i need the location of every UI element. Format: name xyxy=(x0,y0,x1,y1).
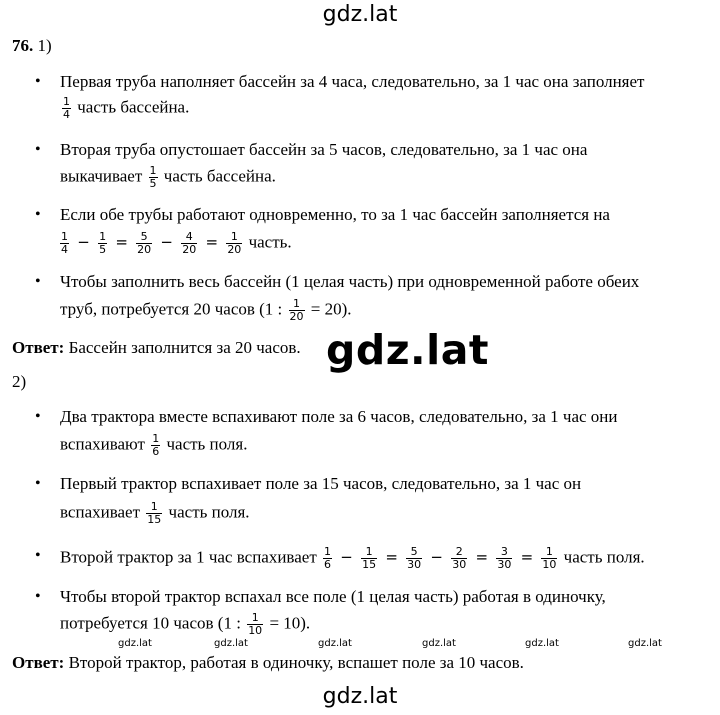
bullet-dot: • xyxy=(35,273,41,290)
text: часть поля. xyxy=(563,547,645,567)
text: Второй трактор за 1 час вспахивает xyxy=(60,547,317,567)
fraction: $\frac{1}{6}$ xyxy=(152,432,160,458)
fraction: $\frac{4}{20}$ xyxy=(182,230,197,256)
task-heading xyxy=(12,36,52,56)
fraction: $\frac{1}{4}$ xyxy=(63,95,70,121)
text: = 10). xyxy=(269,613,311,633)
p2-b2-line1: Первый трактор вспахивает поле за 15 часов, следовательно, за 1 час он xyxy=(60,474,582,493)
operator: − xyxy=(77,233,90,252)
answer-text: Второй трактор, работая в одиночку, вспашет поле за 10 часов. xyxy=(68,653,524,672)
answer-label: Ответ: xyxy=(12,338,65,357)
fraction: $\frac{1}{10}$ xyxy=(248,611,263,637)
answer-1 xyxy=(12,338,301,358)
p1-b4-line1: Чтобы заполнить весь бассейн (1 целая часть) при одновременной работе обеих xyxy=(60,272,640,291)
fraction: $\frac{1}{15}$ xyxy=(362,545,377,571)
operator: = xyxy=(385,548,398,567)
task-number: 76. xyxy=(12,36,34,55)
fraction: $\frac{2}{30}$ xyxy=(452,545,467,571)
watermark-center: gdz.lat xyxy=(326,326,489,374)
p1-b3-line1: Если обе трубы работают одновременно, то за 1 час бассейн заполняется на xyxy=(60,205,610,224)
fraction: $\frac{5}{30}$ xyxy=(407,545,422,571)
bullet-dot: • xyxy=(35,408,41,425)
watermark-small: gdz.lat xyxy=(118,638,152,649)
bullet-dot: • xyxy=(35,547,41,564)
watermark-small: gdz.lat xyxy=(214,638,248,649)
part2-label: 2) xyxy=(12,372,27,391)
bullet-dot: • xyxy=(35,588,41,605)
bullet-dot: • xyxy=(35,141,41,158)
watermark-small: gdz.lat xyxy=(628,638,662,649)
p2-b3-line xyxy=(60,546,645,571)
text: часть бассейна. xyxy=(77,97,190,117)
watermark-small: gdz.lat xyxy=(318,638,352,649)
p2-b1-line2 xyxy=(60,433,247,458)
operator: − xyxy=(430,548,443,567)
text: часть. xyxy=(248,232,292,252)
answer-2 xyxy=(12,653,524,673)
text: часть поля. xyxy=(168,502,250,522)
operator: − xyxy=(160,233,173,252)
fraction: $\frac{1}{15}$ xyxy=(147,500,162,526)
text: выкачивает xyxy=(60,166,143,186)
fraction: $\frac{1}{20}$ xyxy=(227,230,242,256)
text: часть поля. xyxy=(166,434,248,454)
fraction: $\frac{1}{5}$ xyxy=(99,230,107,256)
bullet-dot: • xyxy=(35,73,41,90)
answer-label: Ответ: xyxy=(12,653,65,672)
operator: = xyxy=(205,233,219,252)
fraction: $\frac{3}{30}$ xyxy=(497,545,512,571)
watermark-top: gdz.lat xyxy=(322,2,398,27)
fraction: $\frac{1}{5}$ xyxy=(149,164,157,190)
text: = 20). xyxy=(310,299,352,319)
watermark-row xyxy=(0,638,720,652)
fraction: $\frac{1}{6}$ xyxy=(324,545,332,571)
p1-b4-line2 xyxy=(60,298,352,323)
p1-b3-line2 xyxy=(58,231,292,256)
watermark-small: gdz.lat xyxy=(525,638,559,649)
text: вспахивают xyxy=(60,434,145,454)
operator: = xyxy=(115,233,128,252)
text: вспахивает xyxy=(60,502,141,522)
p2-b4-line1: Чтобы второй трактор вспахал все поле (1 целая часть) работая в одиночку, xyxy=(60,587,606,606)
operator: = xyxy=(475,548,489,567)
text: потребуется 10 часов (1 : xyxy=(60,613,241,633)
p2-b4-line2 xyxy=(60,612,310,637)
p1-b2-line1: Вторая труба опустошает бассейн за 5 часов, следовательно, за 1 час она xyxy=(60,140,588,159)
operator: − xyxy=(340,548,353,567)
p1-b1-line2 xyxy=(60,96,189,121)
watermark-small: gdz.lat xyxy=(422,638,456,649)
text: труб, потребуется 20 часов (1 : xyxy=(60,299,283,319)
text: часть бассейна. xyxy=(163,166,276,186)
p2-b1-line1: Два трактора вместе вспахивают поле за 6 часов, следовательно, за 1 час они xyxy=(60,407,618,426)
answer-text: Бассейн заполнится за 20 часов. xyxy=(68,338,301,357)
fraction: $\frac{1}{20}$ xyxy=(289,297,304,323)
fraction: $\frac{5}{20}$ xyxy=(137,230,152,256)
p1-b1-line1: Первая труба наполняет бассейн за 4 часа, следовательно, за 1 час она заполняет xyxy=(60,72,645,91)
fraction: $\frac{1}{10}$ xyxy=(542,545,557,571)
bullet-dot: • xyxy=(35,206,41,223)
operator: = xyxy=(520,548,534,567)
p1-b2-line2 xyxy=(60,165,276,190)
p2-b2-line2 xyxy=(60,501,250,526)
bullet-dot: • xyxy=(35,475,41,492)
fraction: $\frac{1}{4}$ xyxy=(61,230,68,256)
watermark-bottom: gdz.lat xyxy=(322,684,398,709)
part1-label: 1) xyxy=(37,36,52,55)
